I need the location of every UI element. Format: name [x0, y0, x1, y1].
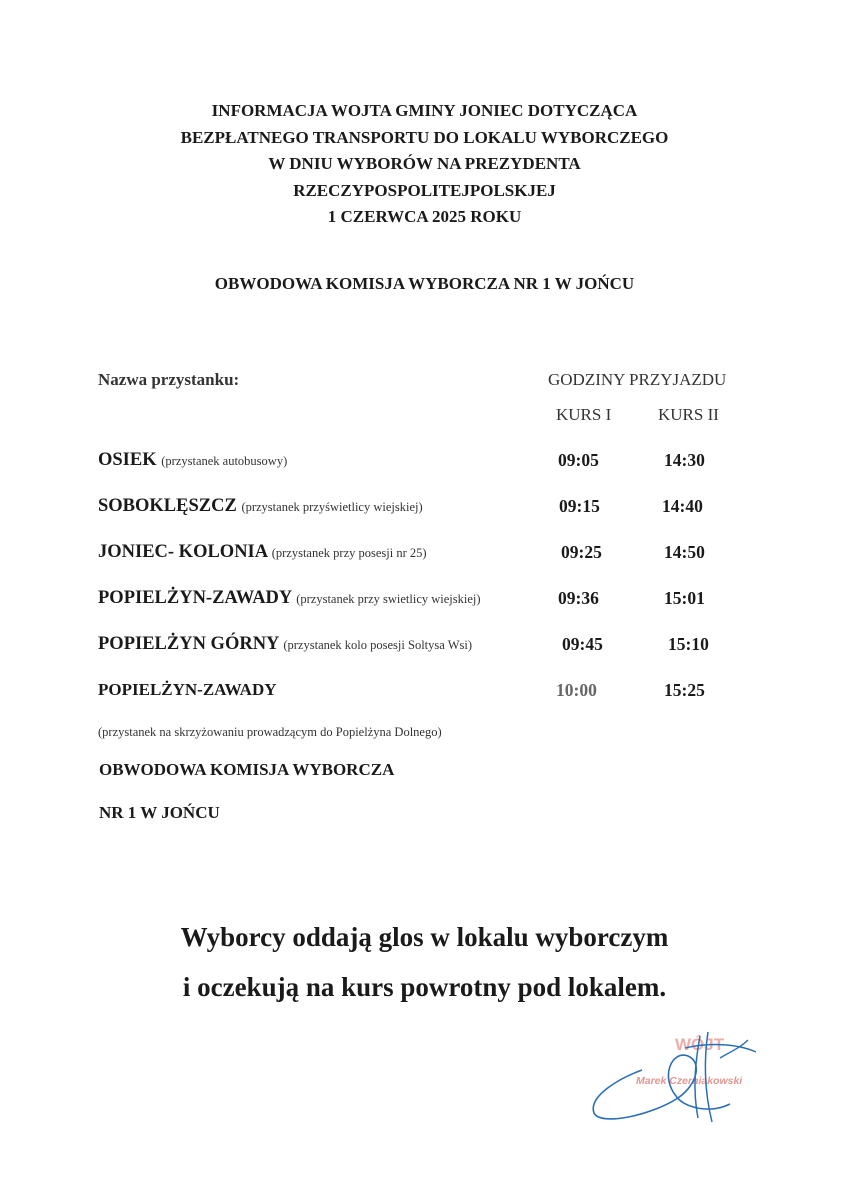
- course-1-time: 10:00: [556, 680, 597, 700]
- stop-description: (przystanek autobusowy): [161, 454, 288, 468]
- table-row: [98, 634, 778, 664]
- heading-line-1: INFORMACJA WOJTA GMINY JONIEC DOTYCZĄCA: [211, 101, 638, 120]
- stop-name-text: JONIEC- KOLONIA: [98, 542, 268, 562]
- course-2-time: 15:10: [668, 634, 709, 654]
- stop-description: (przystanek przyświetlicy wiejskiej): [241, 500, 423, 514]
- course-2-time: 15:01: [664, 588, 705, 608]
- table-row: [98, 588, 778, 618]
- stop-name-text: SOBOKLĘSZCZ: [98, 496, 237, 516]
- stop-name-text: POPIELŻYN GÓRNY: [98, 634, 279, 654]
- heading-line-5: 1 CZERWCA 2025 ROKU: [327, 207, 522, 226]
- course-2-time: 14:50: [664, 542, 705, 562]
- table-row: [98, 542, 778, 572]
- voters-note-line-1: Wyborcy oddają glos w lokalu wyborczym: [180, 922, 669, 952]
- committee-title: OBWODOWA KOMISJA WYBORCZA NR 1 W JOŃCU: [214, 274, 635, 293]
- table-row: [98, 680, 778, 710]
- stop-description: (przystanek przy swietlicy wiejskiej): [296, 592, 481, 606]
- course-1-time: 09:25: [561, 542, 602, 562]
- voters-note-line-2: i oczekują na kurs powrotny pod lokalem.: [182, 972, 667, 1002]
- committee-bottom-line-2: NR 1 W JOŃCU: [99, 803, 220, 822]
- stop-name: [98, 634, 472, 655]
- course-1-time: 09:36: [558, 588, 599, 608]
- stop-name: [98, 450, 287, 471]
- stop-name-text: POPIELŻYN-ZAWADY: [98, 588, 292, 608]
- table-row: [98, 496, 778, 526]
- course-2-time: 14:30: [664, 450, 705, 470]
- course-1-time: 09:15: [559, 496, 600, 516]
- stop-name: [98, 680, 277, 700]
- stamp-name: Marek Czerniakowski: [636, 1075, 743, 1087]
- stop-name: [98, 496, 423, 517]
- course-2-time: 14:40: [662, 496, 703, 516]
- signature-stamp: [580, 1018, 780, 1128]
- heading-line-3: W DNIU WYBORÓW NA PREZYDENTA: [268, 154, 581, 173]
- signature-graphic: [580, 1018, 780, 1128]
- course-1-time: 09:45: [562, 634, 603, 654]
- stop-column-header: Nazwa przystanku:: [98, 370, 240, 389]
- stop-name-text: OSIEK: [98, 450, 157, 470]
- announcement-heading: [0, 98, 849, 231]
- stop-description: (przystanek kolo posesji Soltysa Wsi): [283, 638, 472, 652]
- stop-footnote: (przystanek na skrzyżowaniu prowadzącym do Popielżyna Dolnego): [98, 725, 442, 739]
- course-1-time: 09:05: [558, 450, 599, 470]
- course-1-header: KURS I: [556, 405, 612, 424]
- times-column-header: GODZINY PRZYJAZDU: [548, 370, 727, 389]
- course-2-time: 15:25: [664, 680, 705, 700]
- table-row: [98, 450, 778, 480]
- heading-line-2: BEZPŁATNEGO TRANSPORTU DO LOKALU WYBORCZEGO: [180, 127, 669, 147]
- committee-bottom-line-1: OBWODOWA KOMISJA WYBORCZA: [99, 760, 395, 779]
- stop-name: [98, 542, 427, 563]
- stop-description: (przystanek przy posesji nr 25): [271, 546, 427, 560]
- stop-name: [98, 588, 481, 609]
- heading-line-4: RZECZYPOSPOLITEJPOLSKJEJ: [293, 180, 556, 200]
- stamp-title: WÓJT: [675, 1035, 725, 1054]
- course-2-header: KURS II: [658, 405, 719, 424]
- stop-name-text: POPIELŻYN-ZAWADY: [98, 680, 277, 699]
